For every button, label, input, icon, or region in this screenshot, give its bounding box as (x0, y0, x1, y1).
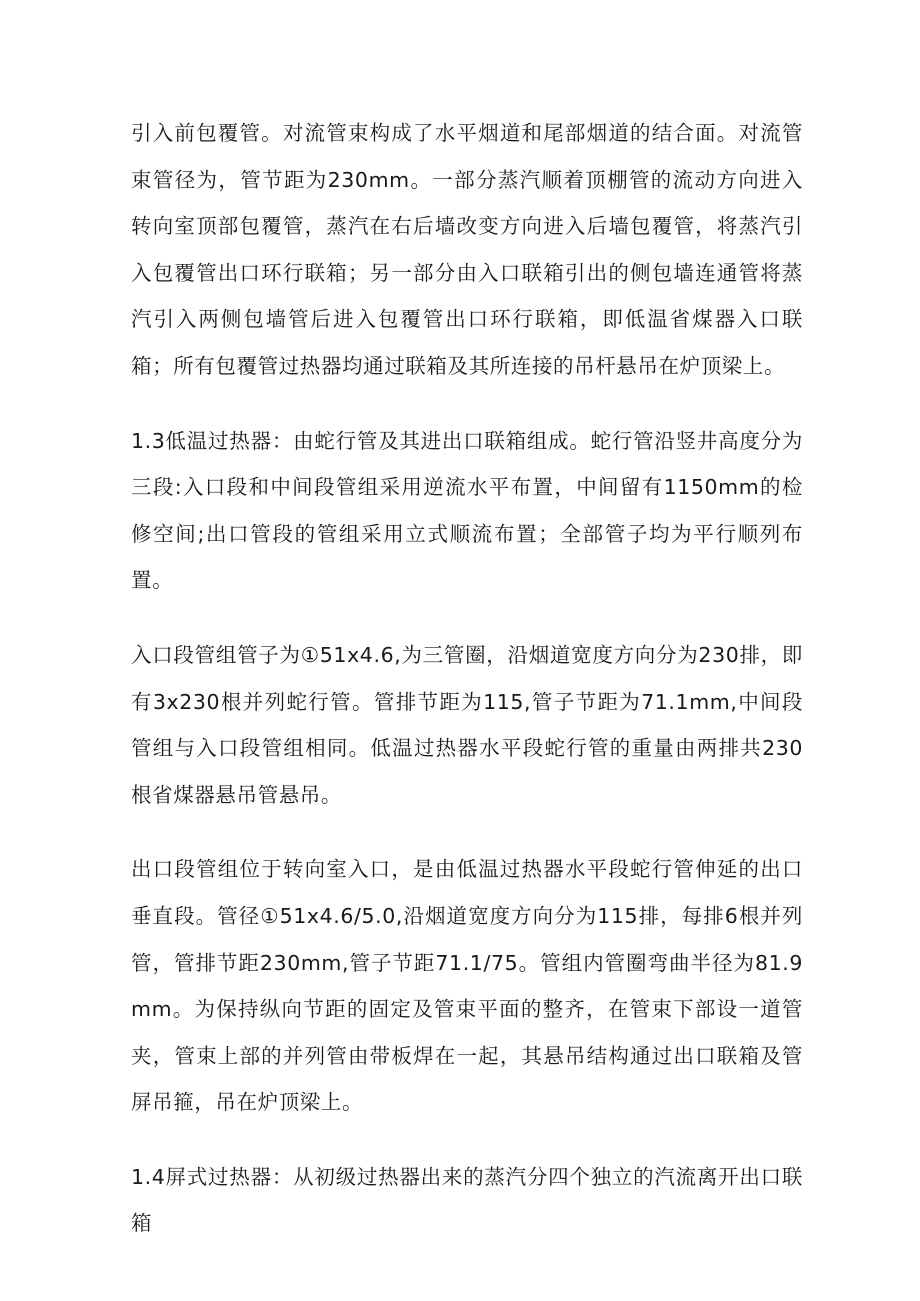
paragraph-platen-superheater: 1.4屏式过热器：从初级过热器出来的蒸汽分四个独立的汽流离开出口联箱 (131, 1164, 803, 1236)
paragraph-cladding-tubes: 引入前包覆管。对流管束构成了水平烟道和尾部烟道的结合面。对流管束管径为，管节距为230mm。一部分蒸汽顺着顶棚管的流动方向进入转向室顶部包覆管，蒸汽在右后墙改变方向进入后墙包覆管，将蒸汽引入包覆管出口环行联箱；另一部分由入口联箱引出的侧包墙连通管将蒸汽引入两侧包墙管后进入包覆管出口环行联箱，即低温省煤器入口联箱；所有包覆管过热器均通过联箱及其所连接的吊杆悬吊在炉顶梁上。 (131, 121, 803, 378)
paragraph-inlet-section: 入口段管组管子为①51x4.6,为三管圈，沿烟道宽度方向分为230排，即有3x230根并列蛇行管。管排节距为115,管子节距为71.1mm,中间段管组与入口段管组相同。低温过热器水平段蛇行管的重量由两排共230根省煤器悬吊管悬吊。 (131, 642, 803, 807)
paragraph-outlet-section: 出口段管组位于转向室入口，是由低温过热器水平段蛇行管伸延的出口垂直段。管径①51x4.6/5.0,沿烟道宽度方向分为115排，每排6根并列管，管排节距230mm,管子节距71.1/75。管组内管圈弯曲半径为81.9mm。为保持纵向节距的固定及管束平面的整齐，在管束下部设一道管夹，管束上部的并列管由带板焊在一起，其悬吊结构通过出口联箱及管屏吊箍，吊在炉顶梁上。 (131, 857, 803, 1115)
document-body (131, 110, 803, 1247)
paragraph-low-temp-superheater: 1.3低温过热器：由蛇行管及其进出口联箱组成。蛇行管沿竖井高度分为三段:入口段和中间段管组采用逆流水平布置，中间留有1150mm的检修空间;出口管段的管组采用立式顺流布置；全部管子均为平行顺列布置。 (131, 428, 803, 593)
